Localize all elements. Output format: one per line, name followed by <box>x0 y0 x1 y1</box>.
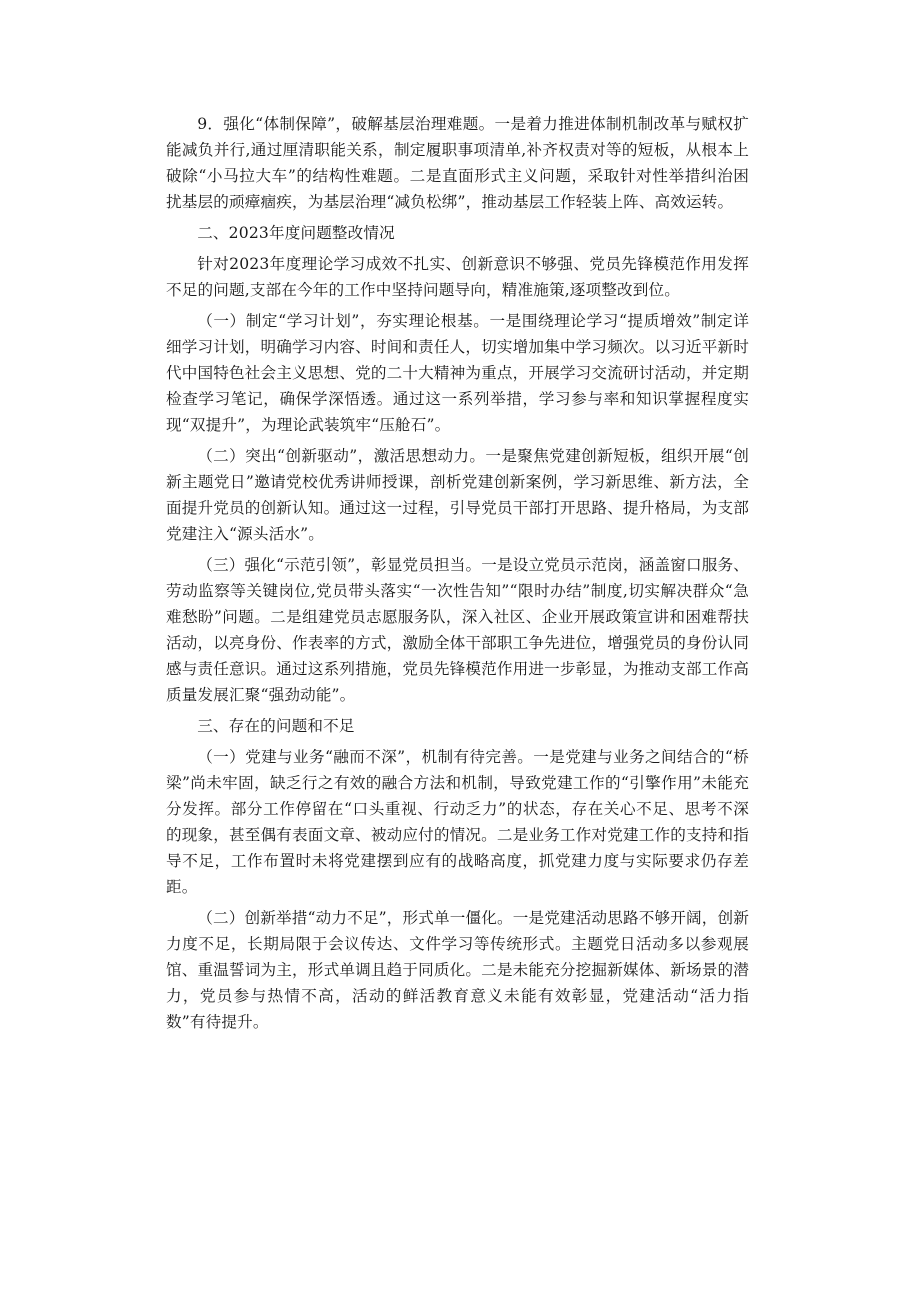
paragraph-innovation-drive: （二）突出“创新驱动”，激活思想动力。一是聚焦党建创新短板，组织开展“创新主题党日”邀请党校优秀讲师授课，剖析党建创新案例，学习新思维、新方法，全面提升党员的创新认知。通过这一过程，引导党员干部打开思路、提升格局，为支部党建注入“源头活水”。 <box>166 447 749 543</box>
section-heading-rectification: 二、2023年度问题整改情况 <box>197 224 395 242</box>
paragraph-exemplary-leadership: （三）强化“示范引领”，彰显党员担当。一是设立党员示范岗，涵盖窗口服务、劳动监察等关键岗位,党员带头落实“一次性告知”“限时办结”制度,切实解决群众“急难愁盼”问题。二是组建党员志愿服务队，深入社区、企业开展政策宣讲和困难帮扶活动，以亮身份、作表率的方式，激励全体干部职工争先进位，增强党员的身份认同感与责任意识。通过这系列措施，党员先锋模范作用进一步彰显，为推动支部工作高质量发展汇聚“强劲动能”。 <box>166 556 749 704</box>
paragraph-innovation-insufficient: （二）创新举措“动力不足”，形式单一僵化。一是党建活动思路不够开阔，创新力度不足，长期局限于会议传达、文件学习等传统形式。主题党日活动多以参观展馆、重温誓词为主，形式单调且趋于同质化。二是未能充分挖掘新媒体、新场景的潜力，党员参与热情不高，活动的鲜活教育意义未能有效彰显，党建活动“活力指数”有待提升。 <box>166 909 749 1031</box>
section-heading-problems: 三、存在的问题和不足 <box>197 717 355 735</box>
document-body <box>166 111 749 1040</box>
paragraph-learning-plan: （一）制定“学习计划”，夯实理论根基。一是围绕理论学习“提质增效”制定详细学习计划，明确学习内容、时间和责任人，切实增加集中学习频次。以习近平新时代中国特色社会主义思想、党的二十大精神为重点，开展学习交流研讨活动，并定期检查学习笔记，确保学深悟透。通过这一系列举措，学习参与率和知识掌握程度实现“双提升”，为理论武装筑牢“压舱石”。 <box>166 312 749 434</box>
paragraph-rectification-intro: 针对2023年度理论学习成效不扎实、创新意识不够强、党员先锋模范作用发挥不足的问题,支部在今年的工作中坚持问题导向，精准施策,逐项整改到位。 <box>166 255 749 299</box>
paragraph-item-9: 9．强化“体制保障”，破解基层治理难题。一是着力推进体制机制改革与赋权扩能减负并行,通过厘清职能关系，制定履职事项清单,补齐权责对等的短板，从根本上破除“小马拉大车”的结构性难题。二是直面形式主义问题，采取针对性举措纠治困扰基层的顽瘴痼疾，为基层治理“减负松绑”，推动基层工作轻装上阵、高效运转。 <box>166 115 749 211</box>
paragraph-party-business-integration: （一）党建与业务“融而不深”，机制有待完善。一是党建与业务之间结合的“桥梁”尚未牢固，缺乏行之有效的融合方法和机制，导致党建工作的“引擎作用”未能充分发挥。部分工作停留在“口头重视、行动乏力”的状态，存在关心不足、思考不深的现象，甚至偶有表面文章、被动应付的情况。二是业务工作对党建工作的支持和指导不足，工作布置时未将党建摆到应有的战略高度，抓党建力度与实际要求仍存差距。 <box>166 748 749 896</box>
